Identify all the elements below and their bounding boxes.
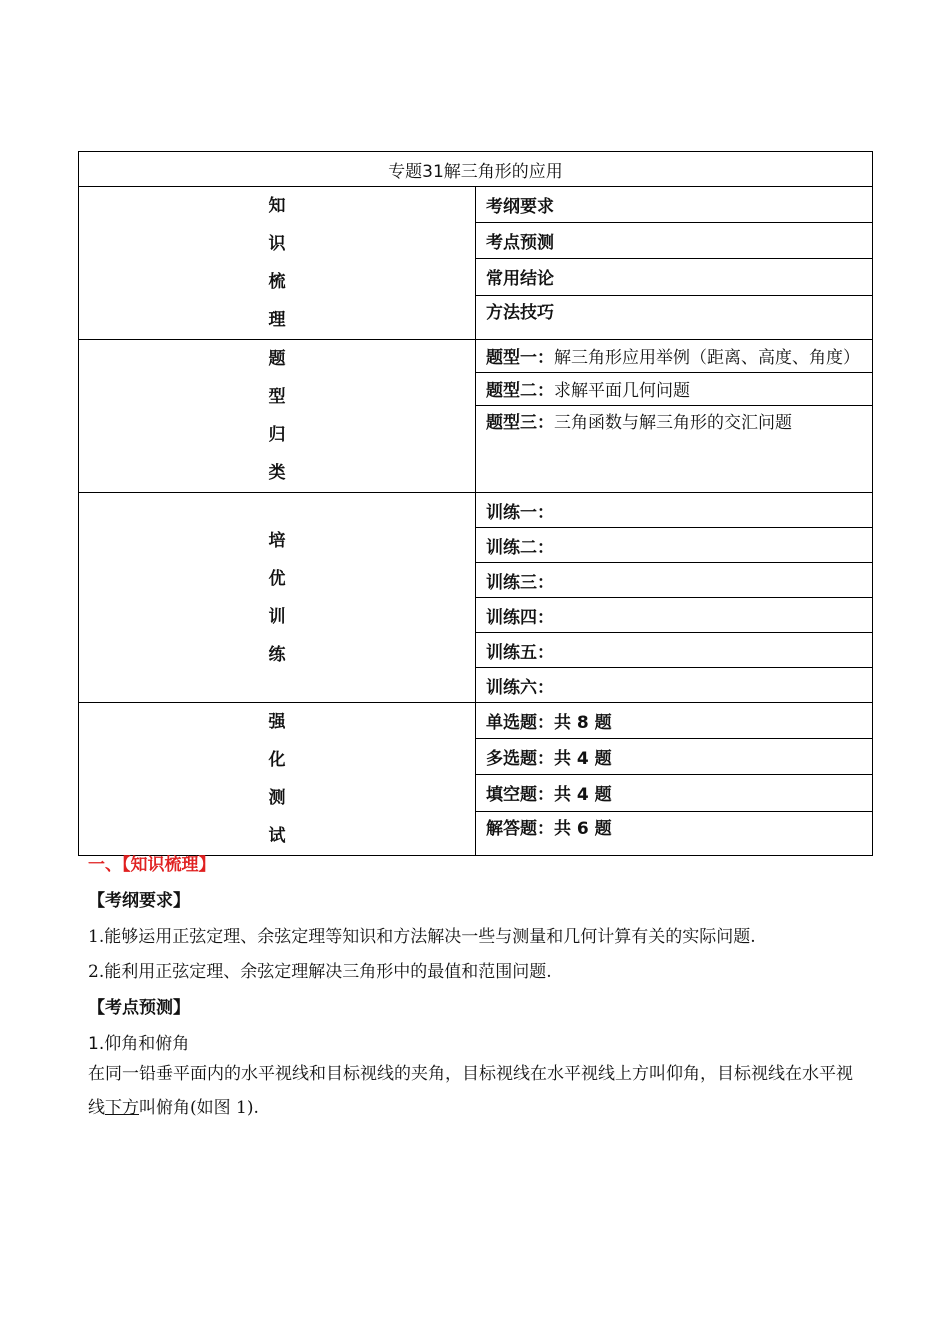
table-row: 训练六：	[476, 668, 873, 703]
syllabus-item-1: 1.能够运用正弦定理、余弦定理等知识和方法解决一些与测量和几何计算有关的实际问题.	[88, 927, 756, 947]
syllabus-item-2: 2.能利用正弦定理、余弦定理解决三角形中的最值和范围问题.	[88, 962, 552, 982]
section-label-test: 强 化 测 试	[79, 703, 476, 856]
section-label-types: 题 型 归 类	[79, 340, 476, 493]
table-row: 训练三：	[476, 563, 873, 598]
key-point-subheading: 1.仰角和俯角	[88, 1034, 190, 1054]
heading-key-points: 【考点预测】	[88, 998, 190, 1018]
underlined-term: 下方	[105, 1098, 139, 1118]
section-label-knowledge: 知 识 梳 理	[79, 187, 476, 340]
section-heading-knowledge: 一、【知识梳理】	[88, 855, 216, 875]
table-row: 多选题：共 4 题	[476, 739, 873, 775]
table-row: 题型二：求解平面几何问题	[476, 372, 873, 405]
table-row: 训练二：	[476, 528, 873, 563]
section-label-training: 培 优 训 练	[79, 493, 476, 703]
table-row: 填空题：共 4 题	[476, 775, 873, 811]
table-row: 单选题：共 8 题	[476, 703, 873, 739]
table-row: 训练五：	[476, 633, 873, 668]
table-row: 题型三：三角函数与解三角形的交汇问题	[476, 405, 873, 492]
table-row: 方法技巧	[476, 295, 873, 339]
table-row: 训练一：	[476, 493, 873, 528]
table-title: 专题31解三角形的应用	[79, 152, 873, 187]
heading-syllabus: 【考纲要求】	[88, 891, 190, 911]
table-row: 常用结论	[476, 259, 873, 295]
table-row: 解答题：共 6 题	[476, 811, 873, 855]
key-point-paragraph: 在同一铅垂平面内的水平视线和目标视线的夹角，目标视线在水平视线上方叫仰角，目标视线在水平视线下方叫俯角(如图 1).	[88, 1064, 853, 1118]
table-row: 考点预测	[476, 223, 873, 259]
table-row: 训练四：	[476, 598, 873, 633]
table-row: 考纲要求	[476, 187, 873, 223]
table-row: 题型一：解三角形应用举例（距离、高度、角度）	[476, 340, 873, 373]
outline-table	[78, 151, 873, 856]
